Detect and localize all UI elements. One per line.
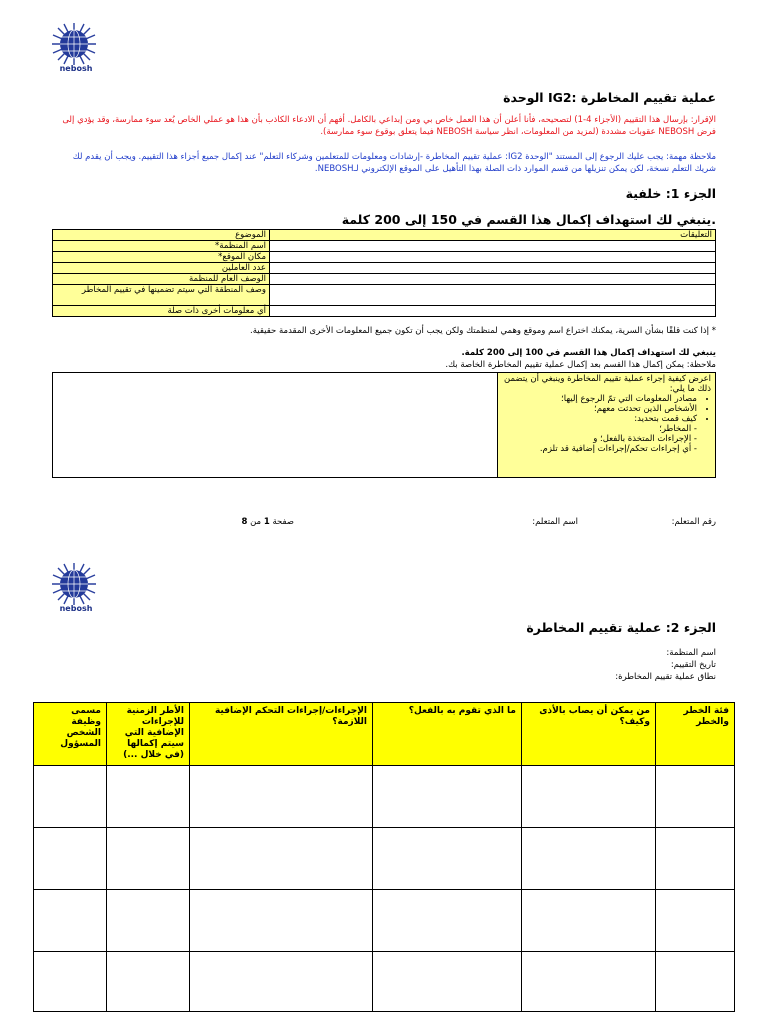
topic-header: الموضوع: [53, 230, 270, 241]
total-pages: 8: [241, 517, 248, 527]
table-row: [34, 828, 735, 890]
table-cell[interactable]: [34, 890, 107, 952]
globe-icon: [50, 22, 98, 66]
table-cell[interactable]: [107, 952, 190, 1012]
table-cell[interactable]: [522, 890, 656, 952]
method-table: [52, 372, 716, 478]
section2-word-target: ينبغي لك استهداف إكمال هذا القسم في 100 إلى 200 كلمة.: [461, 348, 716, 358]
declaration-text: الإقرار: بإرسال هذا التقييم (الأجزاء 4-1) لتصحيحه، فأنا أعلن أن هذا العمل خاص بي ومن إبداعي بالكامل. أفهم أن الادعاء الكاذب بأن هذا هو عملي الخاص يُعد سوء ممارسة، وقد يؤدي إلى فرض NEBOSH عقوبات مشددة (لمزيد من المعلومات، انظر سياسة NEBOSH فيما يتعلق بوقوع سوء ممارسة).: [62, 115, 716, 137]
bullet-item: • كيف قمت بتحديد:: [502, 414, 697, 424]
table-cell[interactable]: [190, 828, 373, 890]
comment-cell[interactable]: [270, 306, 716, 317]
comments-header: التعليقات: [270, 230, 716, 241]
row-label: الوصف العام للمنظمة: [53, 274, 270, 285]
sub-item: - أي إجراءات تحكم/إجراءات إضافية قد تلزم.: [539, 444, 697, 454]
table-cell[interactable]: [107, 766, 190, 828]
important-note: ملاحظة مهمة: يجب عليك الرجوع إلى المستند "الوحدة IG2: عملية تقييم المخاطرة -إرشادات ومعلومات للمتعلمين وشركاء التعلم" عند إكمال جميع أجزاء هذا التقييم. ويجب أن يقدم لك شريك التعلم نسخة، لكن يمكن تنزيلها من قسم الموارد ذات الصلة بهذا التأهيل على الموقع الإلكتروني لـNEBOSH.: [72, 152, 716, 174]
table-cell[interactable]: [34, 828, 107, 890]
background-table: [52, 229, 716, 317]
table-cell[interactable]: [656, 890, 735, 952]
table-row: [34, 952, 735, 1012]
row-label: مكان الموقع*: [53, 252, 270, 263]
header-current-controls: ما الذي تقوم به بالفعل؟: [373, 703, 522, 766]
scope-label: نطاق عملية تقييم المخاطرة:: [615, 672, 716, 682]
table-cell[interactable]: [107, 828, 190, 890]
part2-title: الجزء 2: عملية تقييم المخاطرة: [526, 620, 716, 635]
learner-name-label: اسم المتعلم:: [532, 517, 578, 527]
header-timescale: الأطر الزمنية للإجراءات الإضافية التي سيتم إكمالها (في خلال ...): [107, 703, 190, 766]
page-title: عملية تقييم المخاطرة :IG2 الوحدة: [503, 90, 716, 105]
table-cell[interactable]: [34, 766, 107, 828]
table-cell[interactable]: [190, 952, 373, 1012]
row-label: اسم المنظمة*: [53, 241, 270, 252]
risk-assessment-table: [33, 702, 735, 1012]
table-cell[interactable]: [373, 828, 522, 890]
table-cell[interactable]: [522, 766, 656, 828]
table-cell[interactable]: [373, 766, 522, 828]
comment-cell[interactable]: [270, 285, 716, 306]
comment-cell[interactable]: [270, 274, 716, 285]
current-page: 1: [263, 517, 270, 527]
table-cell[interactable]: [522, 952, 656, 1012]
sub-item: - الإجراءات المتخذة بالفعل؛ و: [593, 434, 697, 444]
page-number: [241, 517, 294, 528]
header-responsible-person: مسمى وظيفة الشخص المسؤول: [34, 703, 107, 766]
sub-item: - المخاطر؛: [659, 424, 697, 434]
table-cell[interactable]: [656, 828, 735, 890]
method-bullets: [502, 394, 711, 424]
logo-text: nebosh: [59, 604, 93, 613]
nebosh-logo: [50, 562, 102, 620]
globe-icon: [50, 562, 98, 606]
header-who-harmed: من يمكن أن يصاب بالأذى وكيف؟: [522, 703, 656, 766]
table-cell[interactable]: [656, 766, 735, 828]
table-cell[interactable]: [656, 952, 735, 1012]
learner-number-label: رقم المتعلم:: [671, 517, 716, 527]
method-instructions: [498, 373, 716, 478]
bullet-item: • الأشخاص الذين تحدثت معهم؛: [502, 404, 697, 414]
table-cell[interactable]: [107, 890, 190, 952]
bullet-item: • مصادر المعلومات التي تمّ الرجوع إليها؛: [502, 394, 697, 404]
page-of: من: [250, 517, 262, 527]
footnote: * إذا كنت قلقًا بشأن السرية، يمكنك اختراع اسم وموقع وهمي لمنظمتك ولكن يجب أن تكون جميع المعلومات الأخرى المقدمة حقيقية.: [250, 326, 716, 336]
nebosh-logo: [50, 22, 102, 80]
part1-title: الجزء 1: خلفية: [625, 186, 716, 201]
table-cell[interactable]: [522, 828, 656, 890]
table-cell[interactable]: [373, 952, 522, 1012]
page-prefix: صفحة: [272, 517, 294, 527]
comment-cell[interactable]: [270, 252, 716, 263]
comment-cell[interactable]: [270, 263, 716, 274]
header-hazard-category: فئة الخطر والخطر: [656, 703, 735, 766]
row-label: عدد العاملين: [53, 263, 270, 274]
table-row: [34, 766, 735, 828]
table-cell[interactable]: [373, 890, 522, 952]
method-intro: اعرض كيفية إجراء عملية تقييم المخاطرة وينبغي أن يتضمن ذلك ما يلي:: [503, 374, 711, 394]
comment-cell[interactable]: [270, 241, 716, 252]
logo-text: nebosh: [59, 64, 93, 73]
section2-note: ملاحظة: يمكن إكمال هذا القسم بعد إكمال عملية تقييم المخاطرة الخاصة بك.: [445, 360, 716, 370]
table-cell[interactable]: [34, 952, 107, 1012]
row-label: وصف المنطقة التي سيتم تضمينها في تقييم المخاطر: [53, 285, 270, 306]
table-row: [34, 890, 735, 952]
table-cell[interactable]: [190, 766, 373, 828]
table-cell[interactable]: [190, 890, 373, 952]
org-name-label: اسم المنظمة:: [666, 648, 716, 658]
assessment-date-label: تاريخ التقييم:: [670, 660, 716, 670]
part1-word-target: .ينبغي لك استهداف إكمال هذا القسم في 150 إلى 200 كلمة: [341, 212, 716, 227]
method-answer-cell[interactable]: [53, 373, 498, 478]
row-label: أي معلومات أخرى ذات صلة: [53, 306, 270, 317]
header-further-controls: الإجراءات/إجراءات التحكم الإضافية اللازمة؟: [190, 703, 373, 766]
